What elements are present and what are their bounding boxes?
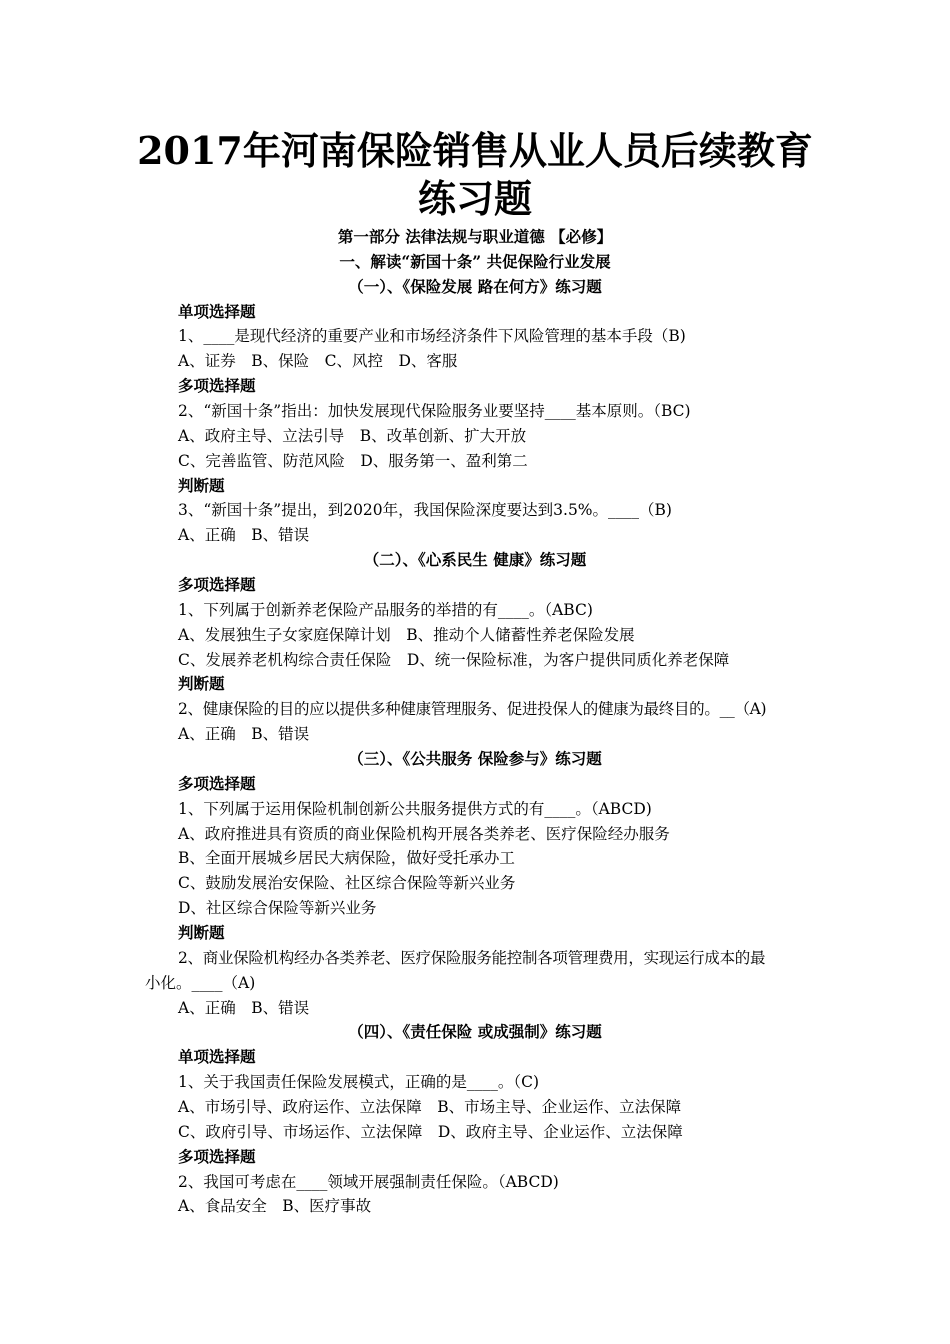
question-text: 1、____是现代经济的重要产业和市场经济条件下风险管理的基本手段（B) — [178, 327, 686, 345]
subsection-heading-1: （一）、《保险发展 路在何方》练习题 — [348, 277, 602, 296]
question-type-label: 单项选择题 — [178, 1047, 256, 1066]
question-type-label: 判断题 — [178, 674, 225, 693]
answer-options: A、发展独生子女家庭保障计划 B、推动个人储蓄性养老保险发展 — [178, 626, 635, 644]
document-title-line-2: 练习题 — [417, 176, 532, 221]
question-type-label: 单项选择题 — [178, 302, 256, 321]
answer-options: A、正确 B、错误 — [178, 725, 310, 743]
question-text: 2、“新国十条”指出：加快发展现代保险服务业要坚持____基本原则。（BC) — [178, 402, 691, 420]
question-text: 3、“新国十条”提出，到2020年，我国保险深度要达到3.5%。____（B) — [178, 501, 672, 519]
answer-options: C、发展养老机构综合责任保险 D、统一保险标准，为客户提供同质化养老保障 — [178, 651, 730, 669]
part-heading: 第一部分 法律法规与职业道德 【必修】 — [337, 227, 613, 246]
question-text: 1、下列属于运用保险机制创新公共服务提供方式的有____。（ABCD) — [178, 800, 652, 818]
answer-options: A、政府推进具有资质的商业保险机构开展各类养老、医疗保险经办服务 — [178, 825, 670, 843]
answer-options: C、鼓励发展治安保险、社区综合保险等新兴业务 — [178, 874, 516, 892]
answer-options: A、正确 B、错误 — [178, 999, 310, 1017]
question-text: 2、健康保险的目的应以提供多种健康管理服务、促进投保人的健康为最终目的。__（A) — [178, 700, 767, 718]
answer-options: B、全面开展城乡居民大病保险，做好受托承办工 — [178, 849, 515, 867]
answer-options: A、市场引导、政府运作、立法保障 B、市场主导、企业运作、立法保障 — [178, 1098, 682, 1116]
answer-options: A、证券 B、保险 C、风控 D、客服 — [178, 352, 458, 370]
answer-options: D、社区综合保险等新兴业务 — [178, 899, 377, 917]
question-text-continued: 小化。____（A) — [145, 974, 256, 992]
question-type-label: 多项选择题 — [178, 376, 256, 395]
answer-options: A、食品安全 B、医疗事故 — [178, 1197, 372, 1215]
subsection-heading-4: （四）、《责任保险 或成强制》练习题 — [348, 1022, 602, 1041]
answer-options: A、正确 B、错误 — [178, 526, 310, 544]
section-heading: 一、解读“新国十条” 共促保险行业发展 — [339, 252, 611, 271]
answer-options: A、政府主导、立法引导 B、改革创新、扩大开放 — [178, 427, 527, 445]
question-type-label: 判断题 — [178, 923, 225, 942]
subsection-heading-2: （二）、《心系民生 健康》练习题 — [363, 550, 587, 569]
question-text: 2、我国可考虑在____领域开展强制责任保险。（ABCD) — [178, 1173, 559, 1191]
question-text: 1、关于我国责任保险发展模式，正确的是____。（C) — [178, 1073, 540, 1091]
question-type-label: 多项选择题 — [178, 774, 256, 793]
answer-options: C、政府引导、市场运作、立法保障 D、政府主导、企业运作、立法保障 — [178, 1123, 683, 1141]
document-title-line-1: 2017年河南保险销售从业人员后续教育 — [137, 128, 813, 173]
question-text: 1、下列属于创新养老保险产品服务的举措的有____。（ABC) — [178, 601, 593, 619]
question-type-label: 多项选择题 — [178, 575, 256, 594]
question-type-label: 多项选择题 — [178, 1147, 256, 1166]
question-text: 2、商业保险机构经办各类养老、医疗保险服务能控制各项管理费用，实现运行成本的最 — [178, 949, 766, 967]
subsection-heading-3: （三）、《公共服务 保险参与》练习题 — [348, 749, 602, 768]
question-type-label: 判断题 — [178, 476, 225, 495]
answer-options: C、完善监管、防范风险 D、服务第一、盈利第二 — [178, 452, 528, 470]
